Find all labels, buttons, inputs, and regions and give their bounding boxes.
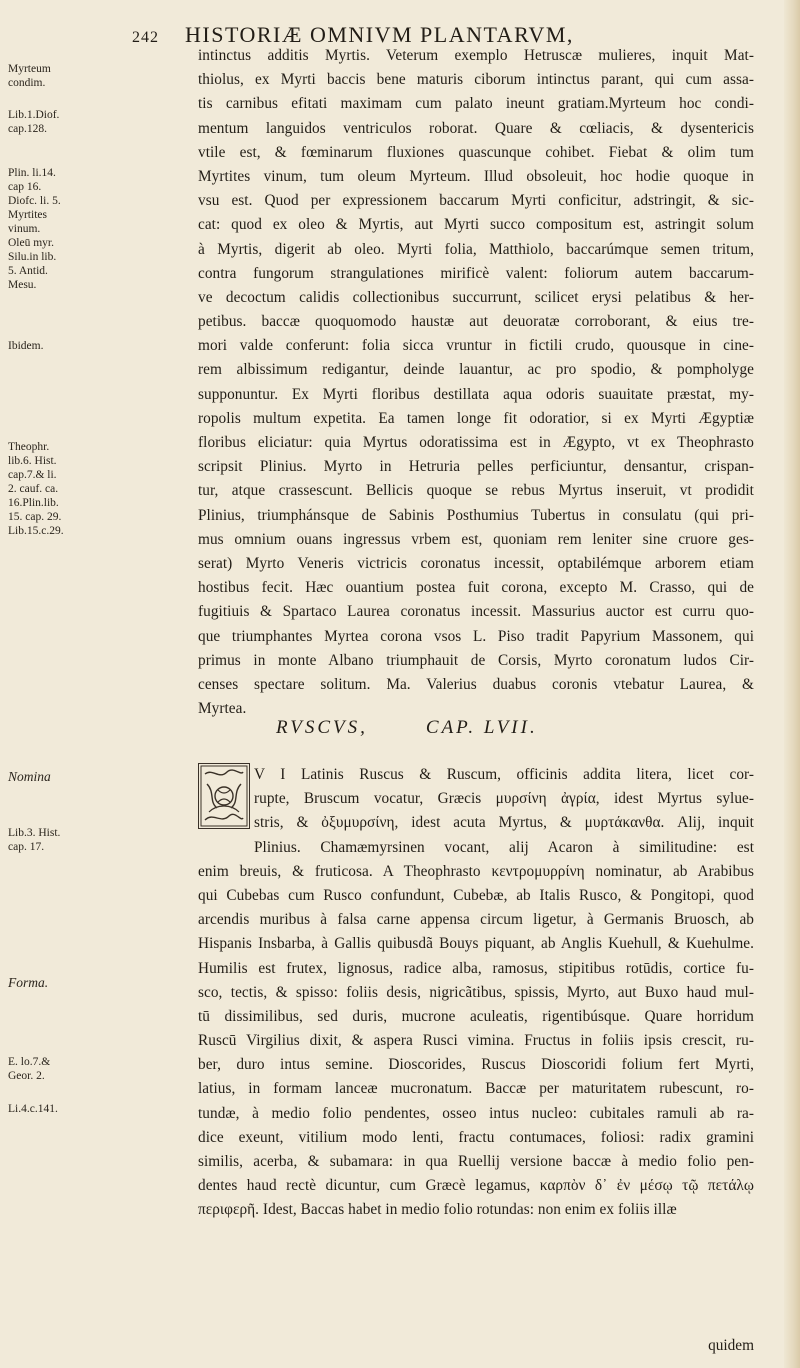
margin-note	[8, 166, 104, 292]
text-line: enim breuis, & fruticosa. A Theophrasto κεντρομυρρίνη nominatur, ab Arabibus	[198, 862, 754, 880]
margin-note-line: Lib.15.c.29.	[8, 525, 64, 537]
text-line: fugitiuis & Spartaco Laurea coronatus incessit. Massurius auctor est curru quo-	[198, 603, 754, 621]
text-line: ve decoctum calidis collectionibus succurrunt, scilicet erysi pelatibus & her-	[198, 288, 754, 306]
margin-note-line: cap.7.& li.	[8, 469, 57, 481]
margin-note-line: Ibidem.	[8, 340, 44, 352]
text-line: tis carnibus efitati maximam cum palato ineunt gratiam.Myrteum hoc condi-	[198, 95, 754, 113]
margin-note-line: cap. 17.	[8, 841, 45, 853]
margin-note-line: E. lo.7.&	[8, 1056, 51, 1068]
text-line: Plinius, triumphánsque de Sabinis Posthumius Tubertus in consulatu (qui pri-	[198, 506, 754, 524]
section-heading	[276, 717, 538, 739]
text-line: ropolis multum expetita. Ea tamen longe fit odoratior, si ex Myrti Ægyptiæ	[198, 409, 754, 427]
margin-note-line: Nomina	[8, 769, 51, 784]
text-line: à Myrtis, digerit ab oleo. Myrti folia, Matthiolo, baccarúmque semen tritum,	[198, 240, 754, 258]
margin-note	[8, 62, 104, 90]
text-line: primus in monte Albano triumphauit de Corsis, Myrto coronatum ludos Cir-	[198, 651, 754, 669]
catchword: quidem	[708, 1337, 754, 1354]
text-line: mentum languidos ventriculos roborat. Quare & cœliacis, & dysentericis	[198, 119, 754, 137]
paragraph-myrtus	[198, 44, 754, 721]
running-title: HISTORIÆ OMNIVM PLANTARVM,	[185, 22, 574, 47]
text-line: vsu est. Quod per expressionem baccarum Myrti conficitur, adstringit, & sic-	[198, 192, 754, 210]
text-line: Ruscū Virgilius dixit, & aspera Rusci vimina. Fructus in foliis ipsis crescit, ru-	[198, 1032, 754, 1050]
text-line: supponuntur. Ex Myrti floribus destillata aqua odoris suauitate præstat, my-	[198, 385, 754, 403]
text-line: V I Latinis Ruscus & Ruscum, officinis addita litera, licet cor-	[254, 766, 754, 783]
text-line: stris, & ὀξυμυρσίνη, idest acuta Myrtus, & μυρτάκανθα. Alij, inquit	[254, 814, 754, 832]
margin-note-line: Geor. 2.	[8, 1070, 45, 1082]
text-line: Humilis est frutex, lignosus, radice alba, ramosus, stipitibus rotūdis, cortice fu-	[198, 959, 754, 977]
text-line: Plinius. Chamæmyrsinen vocant, alij Acaron à similitudine: est	[254, 838, 754, 856]
text-line: περιφερῆ. Idest, Baccas habet in medio folio rotundas: non enim ex foliis illæ	[198, 1201, 677, 1219]
margin-note-line: 2. cauf. ca.	[8, 483, 59, 495]
text-line: similis, acerba, & subamara: in qua Ruellij versione baccæ à medio folio pen-	[198, 1153, 754, 1170]
text-line: vtile est, & fœminarum fluxiones quascunque cohibet. Fiebat & olim tum	[198, 143, 754, 161]
text-line: Myrtea.	[198, 700, 247, 718]
heading-ruscus: RVSCVS,	[276, 717, 368, 738]
text-line: thiolus, ex Myrti baccis bene maturis ciborum intinctus parant, qui cum assa-	[198, 71, 754, 89]
margin-note-line: Theophr.	[8, 441, 50, 453]
text-line: sco, tectis, & spisso: foliis desis, nigricãtibus, spissis, Myrto, aut Buxo haud mul-	[198, 983, 754, 1001]
margin-note-line: cap 16.	[8, 181, 42, 193]
margin-note-line: Myrteum	[8, 63, 51, 75]
margin-note-line: vinum.	[8, 223, 41, 235]
margin-note	[8, 976, 104, 990]
margin-note-line: Oleū myr.	[8, 237, 54, 249]
margin-note-line: cap.128.	[8, 123, 47, 135]
text-line: hostibus fecit. Hæc ouantium postea fuit corona, excepto M. Crasso, qui de	[198, 579, 754, 597]
margin-note-line: Silu.in lib.	[8, 251, 57, 263]
margin-note	[8, 826, 104, 854]
margin-note-line: Lib.1.Diof.	[8, 109, 60, 121]
text-line: arcendis muribus à falsa carne appensa circum ligetur, à Germanis Bruosch, ab	[198, 911, 754, 929]
text-line: rem albissimum redigantur, deinde lauantur, ac pro spodio, & pompholyge	[198, 361, 754, 379]
margin-note-line: Forma.	[8, 975, 49, 990]
margin-note-line: Lib.3. Hist.	[8, 827, 61, 839]
paragraph-ruscus	[198, 763, 754, 1223]
text-line: petibus. baccæ quoquomodo haustæ aut deuoratæ corroborant, & eius tre-	[198, 313, 754, 331]
text-line: Myrtites vinum, tum oleum Myrteum. Illud obsoleuit, hoc hodie quoque in	[198, 167, 754, 185]
margin-note	[8, 440, 104, 538]
text-line: rupte, Bruscum vocatur, Græcis μυρσίνη ἀγρία, idest Myrtus sylue-	[254, 790, 754, 808]
text-line: mori valde conferunt: folia sicca vruntur in fictili crudo, quousque in cine-	[198, 337, 754, 355]
heading-chapter: CAP. LVII.	[425, 717, 538, 738]
text-line: floribus eliciatur: quia Myrtus odoratissima est in Ægypto, vt ex Theophrasto	[198, 434, 754, 451]
text-line: mus omnium ouans ingressus vrbem est, quoniam rem leniter sine cruore ges-	[198, 530, 754, 548]
margin-note	[8, 1102, 104, 1116]
margin-note-line: 16.Plin.lib.	[8, 497, 59, 509]
text-line: latius, in formam lanceæ mucronatum. Baccæ per maturitatem rubescunt, ro-	[198, 1080, 754, 1098]
margin-note-line: 5. Antid.	[8, 265, 48, 277]
page-number: 242	[132, 29, 159, 46]
margin-note	[8, 1055, 104, 1083]
text-line: Hispanis Insbarba, à Gallis quibusdã Bouys piquant, ab Anglis Kuehull, & Kuehulme.	[198, 935, 754, 953]
margin-note-line: lib.6. Hist.	[8, 455, 57, 467]
text-line: ber, duro intus semine. Dioscorides, Ruscus Dioscoridi folium fert Myrti,	[198, 1056, 754, 1074]
text-line: cat: quod ex oleo & Myrtis, aut Myrti succo compositum est, astringit solum	[198, 216, 754, 234]
margin-note-line: condim.	[8, 77, 46, 89]
margin-note	[8, 770, 104, 784]
text-line: intinctus additis Myrtis. Veterum exemplo Hetruscæ mulieres, inquit Mat-	[198, 47, 754, 64]
margin-note-line: Plin. li.14.	[8, 167, 56, 179]
text-line: tū dissimilibus, sed duris, mucrone aculeatis, rigentibúsque. Quare horridum	[198, 1007, 754, 1025]
text-line: tur, atque crassescunt. Bellicis quoque se rebus Myrtus inseruit, vt prodidit	[198, 482, 754, 500]
text-line: scripsit Plinius. Myrto in Hetruria pelles perficiuntur, densantur, crispan-	[198, 458, 754, 476]
margin-note	[8, 339, 104, 353]
text-line: que triumphantes Myrtea corona vsos L. Piso tradit Papyrium Massonem, qui	[198, 627, 754, 645]
text-line: qui Cubebas cum Rusco confundunt, Cubebæ, ab Italis Rusco, & Pongitopi, quod	[198, 886, 754, 904]
text-line: dice exeunt, vitilium modo lenti, fractu contumaces, foliosi: radix gramini	[198, 1128, 754, 1146]
margin-note-line: Diofc. li. 5.	[8, 195, 61, 207]
margin-note-line: Mesu.	[8, 279, 37, 291]
text-line: dentes haud rectè dicuntur, cum Græcè legamus, καρπὸν δ᾽ ἐν μέσῳ τῷ πετάλῳ	[198, 1177, 754, 1195]
text-line: serat) Myrto Veneris victricis coronatus incessit, optabilémque arborem etiam	[198, 554, 754, 572]
page-edge	[784, 0, 800, 1368]
margin-note-line: Li.4.c.141.	[8, 1103, 58, 1115]
margin-note-line: 15. cap. 29.	[8, 511, 62, 523]
margin-note	[8, 108, 104, 136]
text-line: tundæ, à medio folio pendentes, osseo intus nucleo: cubitales ramuli ab ra-	[198, 1104, 754, 1122]
text-line: contra fungorum strangulationes mirificè valent: foliorum autem baccarum-	[198, 264, 754, 282]
text-line: censes spectare solitum. Ma. Valerius duabus coronis vtebatur Laurea, &	[198, 675, 754, 693]
margin-note-line: Myrtites	[8, 209, 47, 221]
